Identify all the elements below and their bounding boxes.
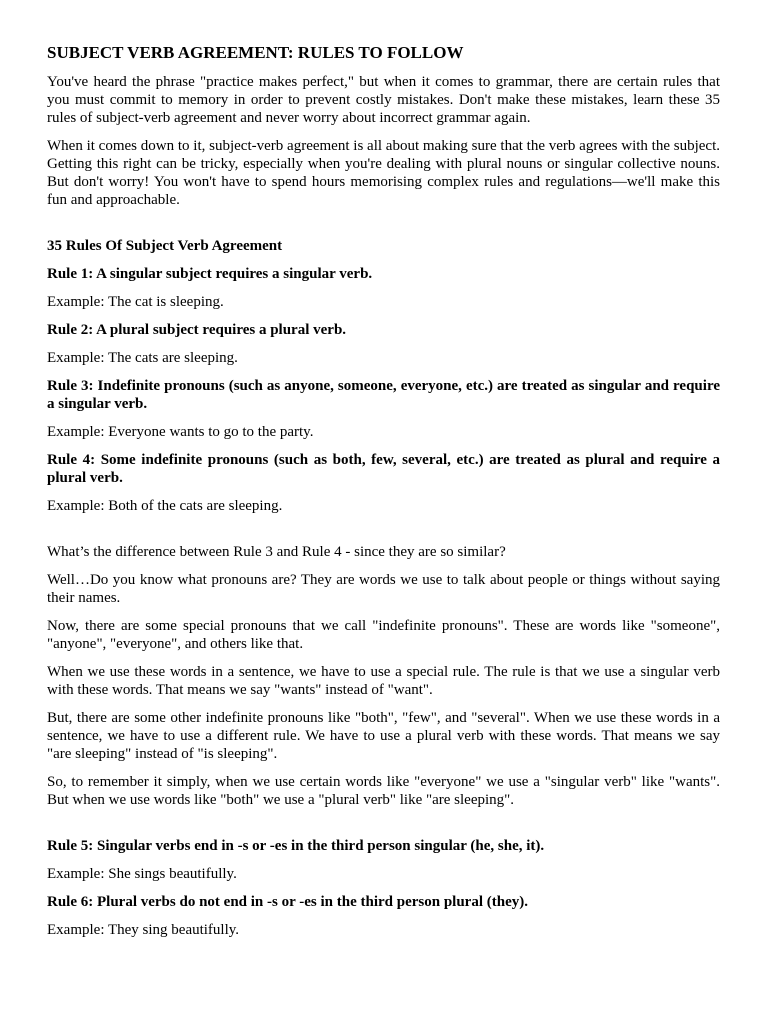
explanation-paragraph: Well…Do you know what pronouns are? They are words we use to talk about people or things without saying their names. <box>47 572 720 606</box>
rule-2: Rule 2: A plural subject requires a plural verb. <box>47 322 347 338</box>
explanation-paragraph: Now, there are some special pronouns that we call "indefinite pronouns". These are words like "someone", "anyone", "everyone", and others like that. <box>47 618 720 652</box>
rule-6: Rule 6: Plural verbs do not end in -s or -es in the third person plural (they). <box>47 894 528 910</box>
rule-3: Rule 3: Indefinite pronouns (such as anyone, someone, everyone, etc.) are treated as singular and require a singular verb. <box>47 378 720 412</box>
explanation-paragraph: When we use these words in a sentence, we have to use a special rule. The rule is that we use a singular verb with these words. That means we say "wants" instead of "want". <box>47 664 720 698</box>
rules-heading: 35 Rules Of Subject Verb Agreement <box>47 238 283 254</box>
spacer <box>47 525 720 543</box>
rule-4: Rule 4: Some indefinite pronouns (such as both, few, several, etc.) are treated as plural and require a plural verb. <box>47 452 720 486</box>
rule-1: Rule 1: A singular subject requires a singular verb. <box>47 266 373 282</box>
spacer <box>47 219 720 237</box>
rule-5-example: Example: She sings beautifully. <box>47 866 237 882</box>
explanation-summary: So, to remember it simply, when we use certain words like "everyone" we use a "singular verb" like "wants". But when we use words like "both" we use a "plural verb" like "are sleeping". <box>47 774 720 808</box>
intro-paragraph-1: You've heard the phrase "practice makes perfect," but when it comes to grammar, there are certain rules that you must commit to memory in order to prevent costly mistakes. Don't make these mistakes, learn these 35 rules of subject-verb agreement and never worry about incorrect grammar again. <box>47 74 720 126</box>
rule-1-example: Example: The cat is sleeping. <box>47 294 224 310</box>
intro-paragraph-2: When it comes down to it, subject-verb agreement is all about making sure that the verb agrees with the subject. Getting this right can be tricky, especially when you're dealing with plural nouns or singular collective nouns. But don't worry! You won't have to spend hours memorising complex rules and regulations—we'll make this fun and approachable. <box>47 138 720 208</box>
rule-2-example: Example: The cats are sleeping. <box>47 350 238 366</box>
rule-5: Rule 5: Singular verbs end in -s or -es in the third person singular (he, she, it). <box>47 838 545 854</box>
document-title: SUBJECT VERB AGREEMENT: RULES TO FOLLOW <box>47 43 464 62</box>
rule-3-example: Example: Everyone wants to go to the party. <box>47 424 314 440</box>
rule-6-example: Example: They sing beautifully. <box>47 922 240 938</box>
rule-4-example: Example: Both of the cats are sleeping. <box>47 498 283 514</box>
explanation-paragraph: But, there are some other indefinite pronouns like "both", "few", and "several". When we use these words in a sentence, we have to use a different rule. We have to use a plural verb with these words. That means we say "are sleeping" instead of "is sleeping". <box>47 710 720 762</box>
spacer <box>47 819 720 837</box>
explanation-question: What’s the difference between Rule 3 and Rule 4 - since they are so similar? <box>47 544 506 560</box>
